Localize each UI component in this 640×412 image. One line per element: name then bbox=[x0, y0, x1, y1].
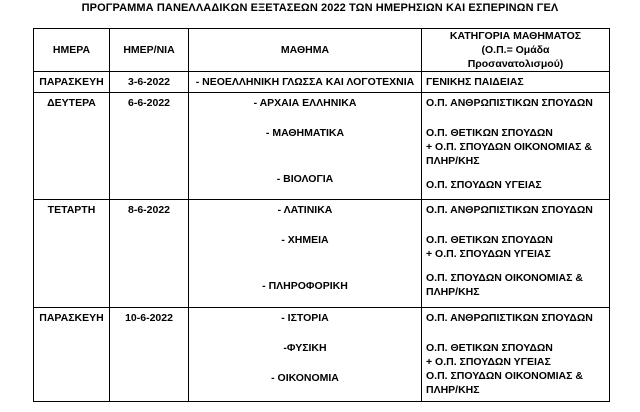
category-text: Ο.Π. ΘΕΤΙΚΩΝ ΣΠΟΥΔΩΝ bbox=[426, 127, 553, 139]
category-text: + Ο.Π. ΣΠΟΥΔΩΝ ΟΙΚΟΝΟΜΙΑΣ & bbox=[426, 141, 592, 153]
header-category-line: ΚΑΤΗΓΟΡΙΑ ΜΑΘΗΜΑΤΟΣ bbox=[449, 30, 582, 42]
category-text: + Ο.Π. ΣΠΟΥΔΩΝ ΥΓΕΙΑΣ bbox=[426, 248, 551, 260]
subject-cell bbox=[189, 72, 422, 93]
day-cell: ΠΑΡΑΣΚΕΥΗ bbox=[34, 72, 110, 93]
day-cell: ΤΕΤΑΡΤΗ bbox=[34, 200, 110, 308]
subject-name: - ΝΕΟΕΛΛΗΝΙΚΗ ΓΛΩΣΣΑ ΚΑΙ ΛΟΓΟΤΕΧΝΙΑ bbox=[195, 76, 415, 88]
subject-cell bbox=[189, 308, 422, 402]
category-text: Ο.Π. ΑΝΘΡΩΠΙΣΤΙΚΩΝ ΣΠΟΥΔΩΝ bbox=[426, 312, 593, 324]
table-row bbox=[34, 200, 610, 308]
date-cell: 8-6-2022 bbox=[110, 200, 189, 308]
category-text: Ο.Π. ΣΠΟΥΔΩΝ ΥΓΕΙΑΣ bbox=[426, 179, 542, 191]
subject-name: -ΦΥΣΙΚΗ bbox=[283, 342, 327, 354]
header-date: ΗΜΕΡ/ΝΙΑ bbox=[110, 29, 189, 72]
table-header-row bbox=[34, 29, 610, 72]
table-row bbox=[34, 308, 610, 402]
subject-name: - ΜΑΘΗΜΑΤΙΚΑ bbox=[265, 127, 345, 139]
header-category-line: (Ο.Π.= Ομάδα bbox=[481, 44, 550, 56]
subject-name: - ΠΛΗΡΟΦΟΡΙΚΗ bbox=[262, 280, 348, 292]
category-text: Ο.Π. ΘΕΤΙΚΩΝ ΣΠΟΥΔΩΝ bbox=[426, 234, 553, 246]
date-cell: 3-6-2022 bbox=[110, 72, 189, 93]
category-text: + Ο.Π. ΣΠΟΥΔΩΝ ΥΓΕΙΑΣ bbox=[426, 356, 551, 368]
subject-name: - ΙΣΤΟΡΙΑ bbox=[281, 312, 329, 324]
category-text: Ο.Π. ΣΠΟΥΔΩΝ ΟΙΚΟΝΟΜΙΑΣ & bbox=[426, 370, 583, 382]
category-text: Ο.Π. ΣΠΟΥΔΩΝ ΟΙΚΟΝΟΜΙΑΣ & bbox=[426, 272, 583, 284]
subject-name: - ΧΗΜΕΙΑ bbox=[281, 234, 329, 246]
category-cell bbox=[422, 200, 610, 308]
category-cell bbox=[422, 72, 610, 93]
category-text: ΠΛΗΡ/ΚΗΣ bbox=[426, 384, 480, 396]
category-text: ΠΛΗΡ/ΚΗΣ bbox=[426, 286, 480, 298]
subject-name: - ΟΙΚΟΝΟΜΙΑ bbox=[271, 372, 339, 384]
day-cell: ΔΕΥΤΕΡΑ bbox=[34, 93, 110, 200]
document-title: ΠΡΟΓΡΑΜΜΑ ΠΑΝΕΛΛΑΔΙΚΩΝ ΕΞΕΤΑΣΕΩΝ 2022 ΤΩΝ ΗΜΕΡΗΣΙΩΝ ΚΑΙ ΕΣΠΕΡΙΝΩΝ ΓΕΛ bbox=[81, 2, 559, 14]
table-row bbox=[34, 72, 610, 93]
category-text: ΠΛΗΡ/ΚΗΣ bbox=[426, 155, 480, 167]
date-cell: 6-6-2022 bbox=[110, 93, 189, 200]
subject-cell bbox=[189, 93, 422, 200]
subject-name: - ΛΑΤΙΝΙΚΑ bbox=[277, 204, 333, 216]
table-row bbox=[34, 93, 610, 200]
category-cell bbox=[422, 93, 610, 200]
header-category bbox=[422, 29, 610, 72]
header-day: ΗΜΕΡΑ bbox=[34, 29, 110, 72]
category-text: Ο.Π. ΑΝΘΡΩΠΙΣΤΙΚΩΝ ΣΠΟΥΔΩΝ bbox=[426, 97, 593, 109]
date-cell: 10-6-2022 bbox=[110, 308, 189, 402]
category-text: Ο.Π. ΘΕΤΙΚΩΝ ΣΠΟΥΔΩΝ bbox=[426, 342, 553, 354]
category-text: ΓΕΝΙΚΗΣ ΠΑΙΔΕΙΑΣ bbox=[426, 76, 524, 88]
exam-schedule-table bbox=[33, 28, 610, 402]
header-category-line: Προσανατολισμού) bbox=[467, 58, 564, 70]
category-text: Ο.Π. ΑΝΘΡΩΠΙΣΤΙΚΩΝ ΣΠΟΥΔΩΝ bbox=[426, 204, 593, 216]
header-subject: ΜΑΘΗΜΑ bbox=[189, 29, 422, 72]
category-cell bbox=[422, 308, 610, 402]
subject-name: - ΑΡΧΑΙΑ ΕΛΛΗΝΙΚΑ bbox=[253, 97, 357, 109]
subject-cell bbox=[189, 200, 422, 308]
subject-name: - ΒΙΟΛΟΓΙΑ bbox=[276, 173, 334, 185]
day-cell: ΠΑΡΑΣΚΕΥΗ bbox=[34, 308, 110, 402]
